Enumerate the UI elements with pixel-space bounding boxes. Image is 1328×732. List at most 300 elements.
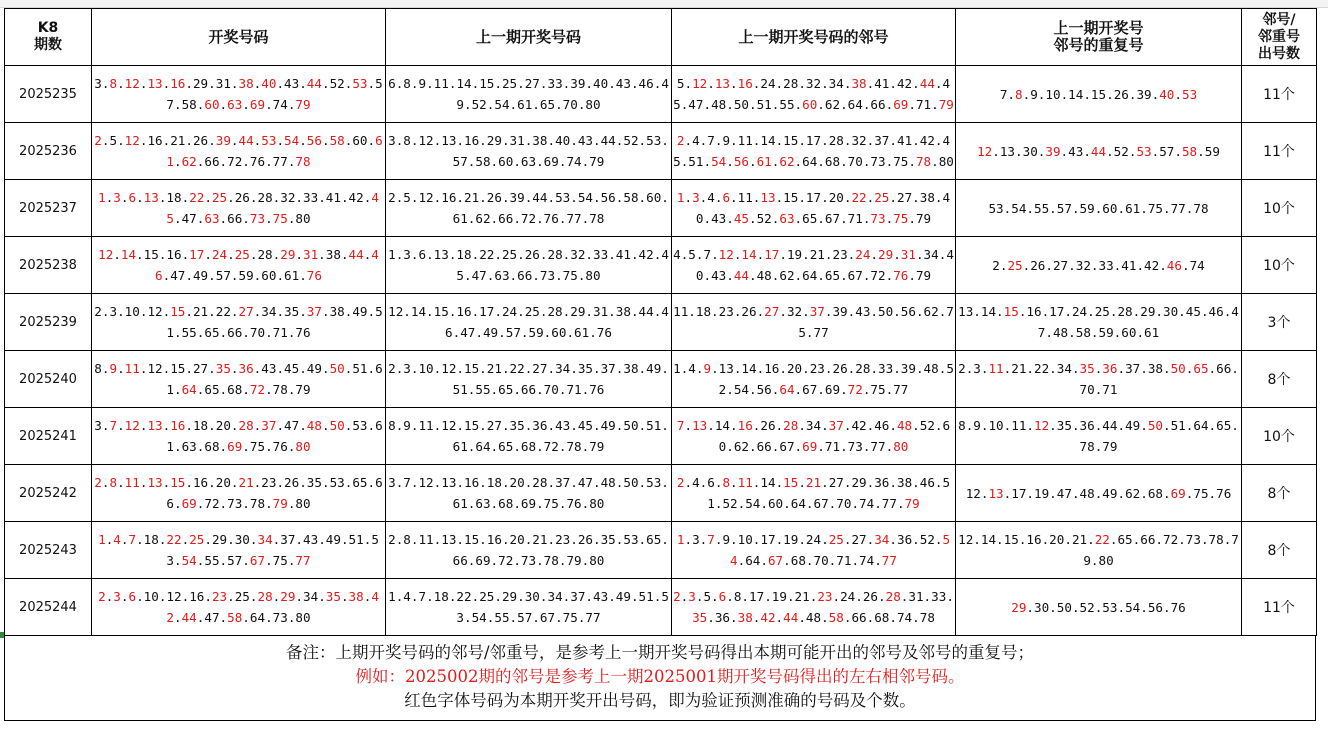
period-cell[interactable]: 2025243 bbox=[5, 522, 92, 579]
number: 2 bbox=[958, 361, 966, 376]
number: 80 bbox=[295, 211, 311, 226]
prev-draw-cell[interactable]: 6.8.9.11.14.15.25.27.33.39.40.43.46.49.52.54.61.65.70.80 bbox=[386, 66, 672, 123]
hit-number: 11 bbox=[124, 475, 140, 490]
number: 72 bbox=[204, 496, 220, 511]
number: 64 bbox=[847, 97, 863, 112]
notes-box[interactable] bbox=[4, 635, 1316, 721]
number: 45 bbox=[673, 76, 951, 112]
prev-neighbors-cell[interactable]: 7.13.14.16.26.28.34.37.42.46.48.52.60.62.66.67.69.71.73.77.80 bbox=[672, 408, 956, 465]
number: 63 bbox=[520, 154, 537, 169]
repeats-cell[interactable]: 12.13.30.39.43.44.52.53.57.58.59 bbox=[956, 123, 1242, 180]
hit-number: 2 bbox=[94, 475, 102, 490]
number: 53 bbox=[646, 133, 662, 148]
prev-neighbors-cell[interactable]: 4.5.7.12.14.17.19.21.23.24.29.31.34.40.43.44.48.62.64.65.67.72.76.79 bbox=[672, 237, 956, 294]
prev-draw-cell[interactable]: 8.9.11.12.15.27.35.36.43.45.49.50.51.61.64.65.68.72.78.79 bbox=[386, 408, 672, 465]
hit-number: 58 bbox=[227, 610, 243, 625]
hit-number: 25 bbox=[874, 190, 890, 205]
number: 35 bbox=[284, 304, 300, 319]
number: 12 bbox=[441, 361, 457, 376]
period-cell[interactable]: 2025237 bbox=[5, 180, 92, 237]
number: 3 bbox=[94, 418, 102, 433]
period-cell[interactable]: 2025241 bbox=[5, 408, 92, 465]
draw-cell[interactable]: 8.9.11.12.15.27.35.36.43.45.49.50.51.61.64.65.68.72.78.79 bbox=[92, 351, 386, 408]
number: 53 bbox=[329, 475, 345, 490]
hit-number: 60 bbox=[802, 97, 818, 112]
number: 26 bbox=[760, 418, 776, 433]
toolbar-strip bbox=[0, 0, 1328, 8]
number: 71 bbox=[847, 211, 863, 226]
prev-draw-cell[interactable]: 2.5.12.16.21.26.39.44.53.54.56.58.60.61.62.66.72.76.77.78 bbox=[386, 180, 672, 237]
number: 68 bbox=[498, 496, 514, 511]
number: 43 bbox=[261, 361, 277, 376]
draw-cell[interactable]: 3.8.12.13.16.29.31.38.40.43.44.52.53.57.58.60.63.69.74.79 bbox=[92, 66, 386, 123]
number: 30 bbox=[1022, 143, 1038, 159]
hit-number: 39 bbox=[1045, 143, 1061, 159]
number: 72 bbox=[498, 553, 514, 568]
number: 3 bbox=[692, 532, 700, 547]
number: 47 bbox=[1056, 485, 1072, 501]
prev-draw-cell[interactable]: 2.8.11.13.15.16.20.21.23.26.35.53.65.66.69.72.73.78.79.80 bbox=[386, 522, 672, 579]
number: 77 bbox=[1170, 200, 1186, 216]
hit-number: 13 bbox=[147, 475, 163, 490]
prev-neighbors-cell[interactable]: 2.4.7.9.11.14.15.17.28.32.37.41.42.45.51.54.56.61.62.64.68.70.73.75.78.80 bbox=[672, 123, 956, 180]
number: 70 bbox=[562, 97, 578, 112]
number: 38 bbox=[329, 304, 345, 319]
hit-number: 3 bbox=[113, 190, 121, 205]
number: 6 bbox=[418, 247, 427, 262]
number: 10 bbox=[124, 304, 140, 319]
number: 2 bbox=[388, 190, 396, 205]
number: 40 bbox=[593, 76, 609, 91]
hit-number: 79 bbox=[938, 97, 954, 112]
hit-number: 12 bbox=[124, 418, 140, 433]
draw-cell[interactable]: 2.3.10.12.15.21.22.27.34.35.37.38.49.51.55.65.66.70.71.76 bbox=[92, 294, 386, 351]
hit-number: 34 bbox=[874, 532, 890, 547]
prev-draw-cell[interactable]: 1.3.6.13.18.22.25.26.28.32.33.41.42.45.47.63.66.73.75.80 bbox=[386, 237, 672, 294]
hit-number: 1 bbox=[676, 532, 685, 547]
header-repeats[interactable] bbox=[956, 9, 1242, 66]
header-period[interactable] bbox=[5, 9, 92, 66]
prev-neighbors-cell[interactable]: 1.3.7.9.10.17.19.24.25.27.34.36.52.54.64.67.68.70.71.74.77 bbox=[672, 522, 956, 579]
count-cell[interactable]: 10个 bbox=[1242, 237, 1317, 294]
number: 12 bbox=[418, 190, 434, 205]
repeats-cell[interactable]: 13.14.15.16.17.24.25.28.29.30.45.46.47.48.58.59.60.61 bbox=[956, 294, 1242, 351]
number: 75 bbox=[543, 496, 559, 511]
number: 53 bbox=[555, 190, 571, 205]
prev-draw-cell[interactable]: 1.4.7.18.22.25.29.30.34.37.43.49.51.53.54.55.57.67.75.77 bbox=[386, 579, 672, 636]
hit-number: 65 bbox=[1193, 361, 1209, 376]
number: 23 bbox=[718, 304, 734, 319]
number: 43 bbox=[577, 133, 593, 148]
number: 75 bbox=[870, 382, 886, 397]
draw-cell[interactable]: 2.5.12.16.21.26.39.44.53.54.56.58.60.61.62.66.72.76.77.78 bbox=[92, 123, 386, 180]
count-cell[interactable]: 10个 bbox=[1242, 408, 1317, 465]
number: 32 bbox=[280, 190, 296, 205]
prev-draw-cell[interactable]: 12.14.15.16.17.24.25.28.29.31.38.44.46.47.49.57.59.60.61.76 bbox=[386, 294, 672, 351]
number: 12 bbox=[418, 133, 434, 148]
hit-number: 21 bbox=[805, 475, 822, 490]
hit-number: 48 bbox=[306, 418, 322, 433]
hit-number: 2 bbox=[676, 475, 685, 490]
period-cell[interactable]: 2025238 bbox=[5, 237, 92, 294]
repeats-cell[interactable]: 53.54.55.57.59.60.61.75.77.78 bbox=[956, 180, 1242, 237]
hit-number: 46 bbox=[155, 247, 379, 283]
number: 20 bbox=[215, 475, 231, 490]
hit-number: 3 bbox=[692, 190, 700, 205]
number: 79 bbox=[589, 439, 605, 454]
hit-number: 54 bbox=[711, 154, 727, 169]
number: 42 bbox=[638, 247, 654, 262]
number: 77 bbox=[585, 610, 601, 625]
number: 53 bbox=[456, 589, 669, 625]
hit-number: 15 bbox=[170, 304, 186, 319]
number: 52 bbox=[1113, 143, 1129, 159]
hit-number: 63 bbox=[779, 211, 795, 226]
hit-number: 63 bbox=[204, 211, 220, 226]
repeats-cell[interactable]: 12.14.15.16.20.21.22.65.66.72.73.78.79.80 bbox=[956, 522, 1242, 579]
number: 48 bbox=[1079, 485, 1095, 501]
lottery-table bbox=[4, 8, 1317, 636]
table-row bbox=[5, 351, 1317, 408]
number: 52 bbox=[623, 133, 639, 148]
number: 48 bbox=[756, 268, 772, 283]
number: 57 bbox=[517, 610, 533, 625]
number: 43 bbox=[615, 76, 631, 91]
number: 13 bbox=[441, 532, 457, 547]
number: 16 bbox=[166, 247, 182, 262]
number: 61 bbox=[166, 361, 383, 397]
hit-number: 37 bbox=[828, 418, 844, 433]
hit-number: 2 bbox=[673, 589, 681, 604]
number: 44 bbox=[638, 304, 654, 319]
number: 67 bbox=[813, 496, 829, 511]
number: 75 bbox=[272, 553, 288, 568]
number: 51 bbox=[688, 154, 704, 169]
hit-number: 38 bbox=[737, 610, 753, 625]
number: 35 bbox=[509, 418, 525, 433]
number: 65 bbox=[204, 325, 220, 340]
prev-neighbors-cell[interactable]: 11.18.23.26.27.32.37.39.43.50.56.62.75.77 bbox=[672, 294, 956, 351]
number: 41 bbox=[325, 190, 341, 205]
number: 8 bbox=[403, 133, 411, 148]
number: 45 bbox=[1185, 304, 1201, 319]
period-cell[interactable]: 2025239 bbox=[5, 294, 92, 351]
hit-number: 38 bbox=[851, 76, 867, 91]
number: 74 bbox=[859, 553, 875, 568]
number: 16 bbox=[189, 589, 205, 604]
count-cell[interactable]: 8个 bbox=[1242, 351, 1317, 408]
number: 48 bbox=[805, 610, 822, 625]
number: 69 bbox=[475, 553, 491, 568]
number: 12 bbox=[418, 475, 434, 490]
number: 3 bbox=[109, 304, 118, 319]
number: 58 bbox=[475, 154, 491, 169]
hit-number: 25 bbox=[189, 532, 205, 547]
prev-draw-cell[interactable]: 3.8.12.13.16.29.31.38.40.43.44.52.53.57.58.60.63.69.74.79 bbox=[386, 123, 672, 180]
number: 51 bbox=[348, 532, 364, 547]
count-cell[interactable]: 8个 bbox=[1242, 465, 1317, 522]
prev-neighbors-cell[interactable]: 1.4.9.13.14.16.20.23.26.28.33.39.48.52.54.56.64.67.69.72.75.77 bbox=[672, 351, 956, 408]
repeats-cell[interactable]: 29.30.50.52.53.54.56.76 bbox=[956, 579, 1242, 636]
number: 71 bbox=[1102, 382, 1118, 397]
number: 32 bbox=[805, 76, 822, 91]
number: 59 bbox=[1098, 325, 1114, 340]
hit-number: 1 bbox=[98, 190, 106, 205]
number: 4 bbox=[403, 589, 411, 604]
number: 34 bbox=[923, 247, 939, 262]
number: 30 bbox=[524, 589, 540, 604]
number: 14 bbox=[760, 475, 776, 490]
period-cell[interactable]: 2025242 bbox=[5, 465, 92, 522]
number: 46 bbox=[638, 76, 654, 91]
number: 15 bbox=[479, 76, 495, 91]
number: 25 bbox=[501, 76, 518, 91]
number: 56 bbox=[900, 304, 916, 319]
number: 14 bbox=[714, 418, 731, 433]
hit-number: 67 bbox=[767, 553, 784, 568]
table-row bbox=[5, 180, 1317, 237]
number: 59 bbox=[238, 268, 254, 283]
period-cell[interactable]: 2025240 bbox=[5, 351, 92, 408]
count-cell[interactable]: 8个 bbox=[1242, 522, 1317, 579]
number: 8 bbox=[958, 418, 966, 433]
hit-number: 69 bbox=[1170, 485, 1186, 501]
count-cell[interactable]: 3个 bbox=[1242, 294, 1317, 351]
number: 57 bbox=[1056, 200, 1072, 216]
number: 2 bbox=[388, 532, 396, 547]
number: 44 bbox=[532, 190, 548, 205]
number: 29 bbox=[1140, 304, 1156, 319]
number: 75 bbox=[562, 610, 578, 625]
number: 10 bbox=[988, 418, 1004, 433]
period-cell[interactable]: 2025235 bbox=[5, 66, 92, 123]
number: 8 bbox=[733, 589, 742, 604]
number: 48 bbox=[711, 97, 727, 112]
header-count[interactable] bbox=[1242, 9, 1317, 66]
hit-number: 11 bbox=[988, 361, 1004, 376]
hit-number: 6 bbox=[128, 589, 137, 604]
number: 41 bbox=[615, 247, 631, 262]
number: 73 bbox=[539, 268, 556, 283]
number: 23 bbox=[809, 361, 825, 376]
number: 70 bbox=[1079, 382, 1095, 397]
number: 15 bbox=[433, 304, 449, 319]
number: 5 bbox=[403, 190, 411, 205]
prev-neighbors-cell[interactable]: 5.12.13.16.24.28.32.34.38.41.42.44.45.47.48.50.51.55.60.62.64.66.69.71.79 bbox=[672, 66, 956, 123]
number: 55 bbox=[779, 97, 795, 112]
repeats-cell[interactable]: 2.25.26.27.32.33.41.42.46.74 bbox=[956, 237, 1242, 294]
number: 38 bbox=[1147, 361, 1163, 376]
hit-number: 45 bbox=[733, 211, 749, 226]
hit-number: 22 bbox=[166, 532, 182, 547]
hit-number: 13 bbox=[143, 190, 159, 205]
number: 15 bbox=[1090, 86, 1107, 102]
hit-number: 6 bbox=[128, 190, 137, 205]
number: 75 bbox=[1193, 485, 1209, 501]
header-prev-draw-label: 上一期开奖号码 bbox=[475, 27, 581, 46]
number: 52 bbox=[919, 418, 935, 433]
number: 66 bbox=[227, 325, 243, 340]
number: 26 bbox=[486, 190, 502, 205]
number: 57 bbox=[227, 553, 243, 568]
prev-neighbors-cell[interactable]: 2.3.5.6.8.17.19.21.23.24.26.28.31.33.35.36.38.42.44.48.58.66.68.74.78 bbox=[672, 579, 956, 636]
hit-number: 44 bbox=[733, 268, 749, 283]
number: 71 bbox=[836, 553, 852, 568]
number: 71 bbox=[824, 439, 841, 454]
number: 20 bbox=[215, 418, 231, 433]
number: 77 bbox=[566, 211, 582, 226]
number: 75 bbox=[562, 268, 578, 283]
hit-number: 12 bbox=[692, 76, 708, 91]
hit-number: 24 bbox=[211, 247, 228, 262]
note-line-2: 例如：2025002期的邻号是参考上一期2025001期开奖号码得出的左右相邻号码。 bbox=[355, 667, 965, 686]
number: 18 bbox=[166, 190, 182, 205]
count-cell[interactable]: 11个 bbox=[1242, 579, 1317, 636]
hit-number: 44 bbox=[919, 76, 935, 91]
number: 48 bbox=[1052, 325, 1069, 340]
count-cell[interactable]: 11个 bbox=[1242, 123, 1317, 180]
number: 18 bbox=[433, 589, 449, 604]
number: 48 bbox=[600, 475, 616, 490]
number: 66 bbox=[498, 211, 514, 226]
hit-number: 53 bbox=[1181, 86, 1198, 102]
number: 66 bbox=[452, 553, 468, 568]
number: 78 bbox=[1208, 532, 1224, 547]
header-draw[interactable] bbox=[92, 9, 386, 66]
number: 25 bbox=[524, 304, 540, 319]
prev-draw-cell[interactable]: 3.7.12.13.16.18.20.28.37.47.48.50.53.61.63.68.69.75.76.80 bbox=[386, 465, 672, 522]
number: 66 bbox=[227, 211, 243, 226]
number: 33 bbox=[878, 361, 894, 376]
hit-number: 9 bbox=[109, 361, 118, 376]
number: 78 bbox=[919, 610, 935, 625]
hit-number: 15 bbox=[1003, 304, 1019, 319]
number: 51 bbox=[166, 304, 383, 340]
prev-neighbors-cell[interactable]: 2.4.6.8.11.14.15.21.27.29.36.38.46.51.52.54.60.64.67.70.74.77.79 bbox=[672, 465, 956, 522]
number: 16 bbox=[464, 475, 480, 490]
number: 2 bbox=[388, 361, 396, 376]
draw-cell[interactable]: 1.3.6.13.18.22.25.26.28.32.33.41.42.45.47.63.66.73.75.80 bbox=[92, 180, 386, 237]
hit-number: 78 bbox=[915, 154, 932, 169]
hit-number: 16 bbox=[170, 418, 186, 433]
number: 29 bbox=[486, 133, 502, 148]
number: 60 bbox=[1102, 200, 1118, 216]
number: 72 bbox=[227, 154, 243, 169]
hit-number: 23 bbox=[211, 589, 228, 604]
number: 38 bbox=[615, 304, 631, 319]
repeats-cell[interactable]: 7.8.9.10.14.15.26.39.40.53 bbox=[956, 66, 1242, 123]
number: 65 bbox=[498, 382, 514, 397]
number: 49 bbox=[646, 361, 662, 376]
hit-number: 44 bbox=[1090, 143, 1107, 159]
hit-number: 50 bbox=[1147, 418, 1163, 433]
number: 50 bbox=[623, 418, 639, 433]
number: 64 bbox=[802, 154, 818, 169]
number: 78 bbox=[272, 382, 288, 397]
hit-number: 50 bbox=[329, 361, 345, 376]
draw-cell[interactable]: 2.8.11.13.15.16.20.21.23.26.35.53.65.66.69.72.73.78.79.80 bbox=[92, 465, 386, 522]
number: 74 bbox=[272, 97, 288, 112]
count-cell[interactable]: 11个 bbox=[1242, 66, 1317, 123]
number: 45 bbox=[577, 418, 593, 433]
number: 70 bbox=[847, 154, 863, 169]
number: 25 bbox=[501, 247, 518, 262]
number: 43 bbox=[711, 211, 727, 226]
number: 34 bbox=[547, 589, 563, 604]
hit-number: 56 bbox=[306, 133, 322, 148]
number: 73 bbox=[847, 439, 863, 454]
hit-number: 25 bbox=[1007, 257, 1023, 273]
number: 11 bbox=[418, 418, 434, 433]
number: 66 bbox=[520, 382, 537, 397]
number: 49 bbox=[615, 589, 631, 604]
draw-cell[interactable]: 2.3.6.10.12.16.23.25.28.29.34.35.38.42.44.47.58.64.73.80 bbox=[92, 579, 386, 636]
number: 76 bbox=[589, 382, 605, 397]
number: 57 bbox=[505, 325, 521, 340]
number: 15 bbox=[464, 532, 480, 547]
hit-number: 2 bbox=[98, 589, 106, 604]
number: 49 bbox=[325, 532, 341, 547]
header-prev-draw[interactable] bbox=[386, 9, 672, 66]
number: 11 bbox=[673, 304, 689, 319]
number: 17 bbox=[1049, 304, 1065, 319]
number: 17 bbox=[805, 190, 822, 205]
number: 37 bbox=[600, 361, 616, 376]
draw-cell[interactable]: 1.4.7.18.22.25.29.30.34.37.43.49.51.53.54.55.57.67.75.77 bbox=[92, 522, 386, 579]
number: 62 bbox=[475, 211, 491, 226]
count-cell[interactable]: 10个 bbox=[1242, 180, 1317, 237]
header-period-line1: K8 bbox=[37, 20, 59, 36]
number: 37 bbox=[874, 133, 890, 148]
header-repeats-line1: 上一期开奖号 bbox=[1053, 19, 1144, 37]
number: 69 bbox=[520, 496, 537, 511]
repeats-cell[interactable]: 2.3.11.21.22.34.35.36.37.38.50.65.66.70.71 bbox=[956, 351, 1242, 408]
draw-cell[interactable]: 3.7.12.13.16.18.20.28.37.47.48.50.53.61.63.68.69.75.76.80 bbox=[92, 408, 386, 465]
draw-cell[interactable]: 12.14.15.16.17.24.25.28.29.31.38.44.46.47.49.57.59.60.61.76 bbox=[92, 237, 386, 294]
number: 36 bbox=[714, 610, 731, 625]
number: 28 bbox=[783, 76, 799, 91]
number: 58 bbox=[181, 97, 197, 112]
table-row bbox=[5, 123, 1317, 180]
number: 7 bbox=[403, 475, 411, 490]
repeats-cell[interactable]: 12.13.17.19.47.48.49.62.68.69.75.76 bbox=[956, 465, 1242, 522]
number: 33 bbox=[593, 247, 609, 262]
number: 9 bbox=[403, 418, 411, 433]
prev-neighbors-cell[interactable]: 1.3.4.6.11.13.15.17.20.22.25.27.38.40.43.45.52.63.65.67.71.73.75.79 bbox=[672, 180, 956, 237]
number: 54 bbox=[745, 496, 761, 511]
number: 52 bbox=[329, 76, 345, 91]
period-cell[interactable]: 2025236 bbox=[5, 123, 92, 180]
repeats-cell[interactable]: 8.9.10.11.12.35.36.44.49.50.51.64.65.78.79 bbox=[956, 408, 1242, 465]
hit-number: 28 bbox=[238, 418, 254, 433]
table-row bbox=[5, 66, 1317, 123]
number: 22 bbox=[215, 304, 231, 319]
hit-number: 25 bbox=[828, 532, 844, 547]
number: 49 bbox=[600, 418, 616, 433]
prev-draw-cell[interactable]: 2.3.10.12.15.21.22.27.34.35.37.38.49.51.55.65.66.70.71.76 bbox=[386, 351, 672, 408]
number: 69 bbox=[543, 154, 559, 169]
number: 9 bbox=[722, 133, 731, 148]
number: 29 bbox=[570, 304, 586, 319]
hit-number: 8 bbox=[1015, 86, 1023, 102]
number: 14 bbox=[760, 133, 776, 148]
header-prev-neighbors[interactable] bbox=[672, 9, 956, 66]
number: 49 bbox=[352, 304, 368, 319]
period-cell[interactable]: 2025244 bbox=[5, 579, 92, 636]
hit-number: 69 bbox=[893, 97, 909, 112]
number: 41 bbox=[1121, 257, 1137, 273]
number: 20 bbox=[786, 361, 803, 376]
